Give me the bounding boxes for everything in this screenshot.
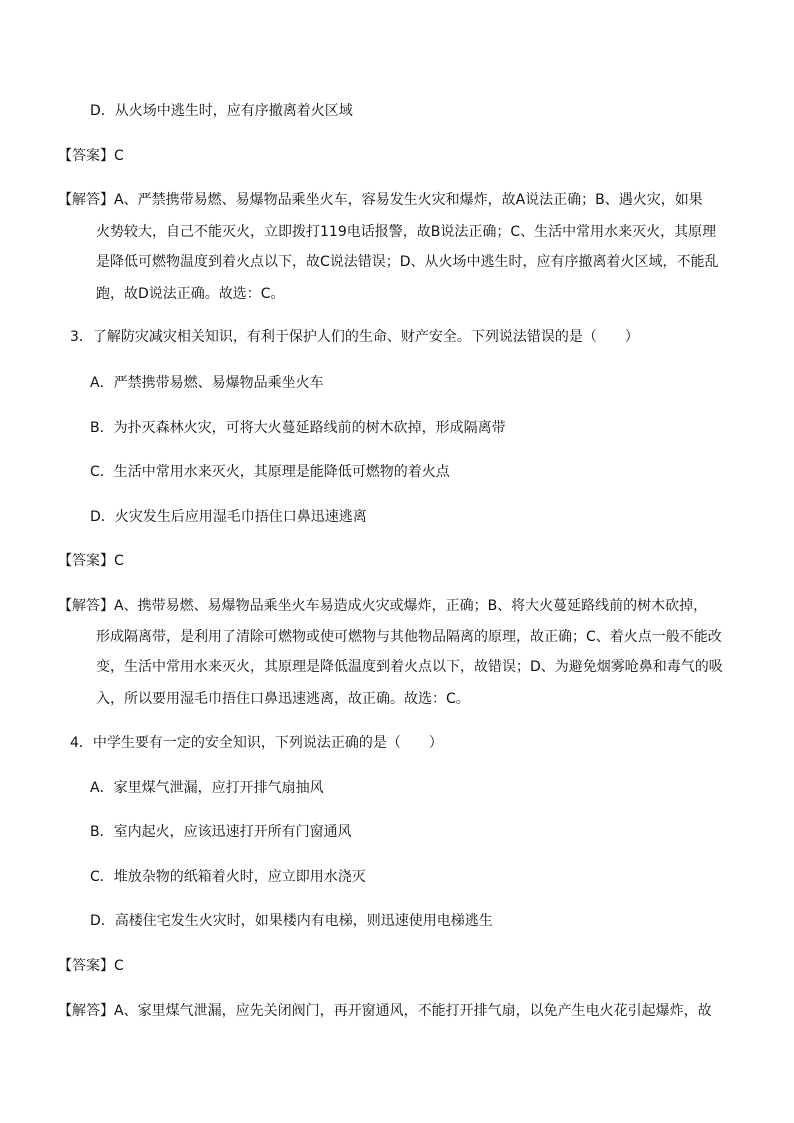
- analysis-q3-line-1: [58, 596, 707, 616]
- question-4-option-d: D．高楼住宅发生火灾时，如果楼内有电梯，则迅速使用电梯逃生: [90, 913, 493, 929]
- analysis-q3-line-3: 变，生活中常用水来灭火，其原理是降低温度到着火点以下，故错误；D、为避免烟雾呛鼻和毒气的吸: [96, 659, 723, 675]
- answer-label: 【答案】: [58, 553, 114, 569]
- option-d-prev: D．从火场中逃生时，应有序撤离着火区域: [90, 103, 353, 119]
- analysis-q3-line-2: 形成隔离带，是利用了清除可燃物或使可燃物与其他物品隔离的原理，故正确；C、着火点一般不能改: [96, 629, 722, 645]
- analysis-text: A、携带易燃、易爆物品乘坐火车易造成火灾或爆炸，正确；B、将大火蔓延路线前的树木砍掉，: [114, 598, 708, 614]
- answer-value: C: [114, 148, 124, 164]
- answer-value: C: [114, 958, 124, 974]
- answer-label: 【答案】: [58, 958, 114, 974]
- question-4-option-b: B．室内起火，应该迅速打开所有门窗通风: [90, 824, 352, 840]
- answer-prev: [58, 146, 124, 166]
- question-3-option-a: A．严禁携带易燃、易爆物品乘坐火车: [90, 375, 324, 391]
- question-3-option-b: B．为扑灭森林火灾，可将大火蔓延路线前的树木砍掉，形成隔离带: [90, 420, 506, 436]
- analysis-prev-line-2: 火势较大，自己不能灭火，立即拨打119电话报警，故B说法正确；C、生活中常用水来灭火，其原理: [96, 224, 717, 240]
- analysis-label: 【解答】: [58, 1003, 114, 1019]
- analysis-label: 【解答】: [58, 598, 114, 614]
- analysis-prev-line-4: 跑，故D说法正确。故选：C。: [96, 286, 285, 302]
- answer-label: 【答案】: [58, 148, 114, 164]
- question-3-option-d: D．火灾发生后应用湿毛巾捂住口鼻迅速逃离: [90, 509, 367, 525]
- analysis-prev-line-1: [58, 190, 703, 210]
- question-4-option-c: C．堆放杂物的纸箱着火时，应立即用水浇灭: [90, 869, 366, 885]
- analysis-prev-line-3: 是降低可燃物温度到着火点以下，故C说法错误；D、从火场中逃生时，应有序撤离着火区域，不能乱: [96, 254, 719, 270]
- question-3-option-c: C．生活中常用水来灭火，其原理是能降低可燃物的着火点: [90, 464, 450, 480]
- analysis-q3-line-4: 入，所以要用湿毛巾捂住口鼻迅速逃离，故正确。故选：C。: [96, 691, 470, 707]
- analysis-text: A、严禁携带易燃、易爆物品乘坐火车，容易发生火灾和爆炸，故A说法正确；B、遇火灾，如果: [114, 192, 703, 208]
- question-4-option-a: A．家里煤气泄漏，应打开排气扇抽风: [90, 780, 324, 796]
- question-4-stem: 4．中学生要有一定的安全知识，下列说法正确的是（ ）: [70, 735, 443, 751]
- answer-q3: [58, 551, 124, 571]
- analysis-label: 【解答】: [58, 192, 114, 208]
- answer-q4: [58, 956, 124, 976]
- answer-value: C: [114, 553, 124, 569]
- analysis-q4-line-1: [58, 1001, 712, 1021]
- question-3-stem: 3．了解防灾减灾相关知识，有利于保护人们的生命、财产安全。下列说法错误的是（ ）: [70, 329, 639, 345]
- analysis-text: A、家里煤气泄漏，应先关闭阀门，再开窗通风，不能打开排气扇，以免产生电火花引起爆炸，故: [114, 1003, 712, 1019]
